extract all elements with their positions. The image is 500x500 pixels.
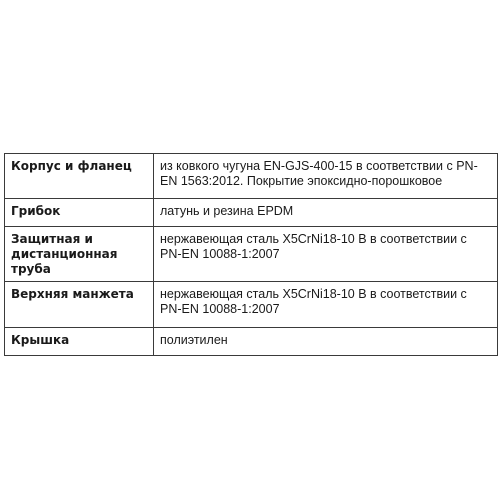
row-key: Крышка (5, 328, 154, 356)
table-row (5, 199, 498, 227)
row-value: из ковкого чугуна EN-GJS-400-15 в соответствии с PN-EN 1563:2012. Покрытие эпоксидно-порошковое (154, 154, 498, 199)
row-key: Грибок (5, 199, 154, 227)
table-row (5, 227, 498, 282)
spec-table (4, 153, 498, 356)
row-value: нержавеющая сталь X5CrNi18-10 B в соответствии с PN-EN 10088-1:2007 (154, 227, 498, 282)
table-row (5, 154, 498, 199)
row-value: латунь и резина EPDM (154, 199, 498, 227)
row-key: Корпус и фланец (5, 154, 154, 199)
row-value: полиэтилен (154, 328, 498, 356)
row-key: Защитная и дистанционная труба (5, 227, 154, 282)
row-key: Верхняя манжета (5, 282, 154, 328)
row-value: нержавеющая сталь X5CrNi18-10 B в соответствии с PN-EN 10088-1:2007 (154, 282, 498, 328)
table-row (5, 328, 498, 356)
table-row (5, 282, 498, 328)
